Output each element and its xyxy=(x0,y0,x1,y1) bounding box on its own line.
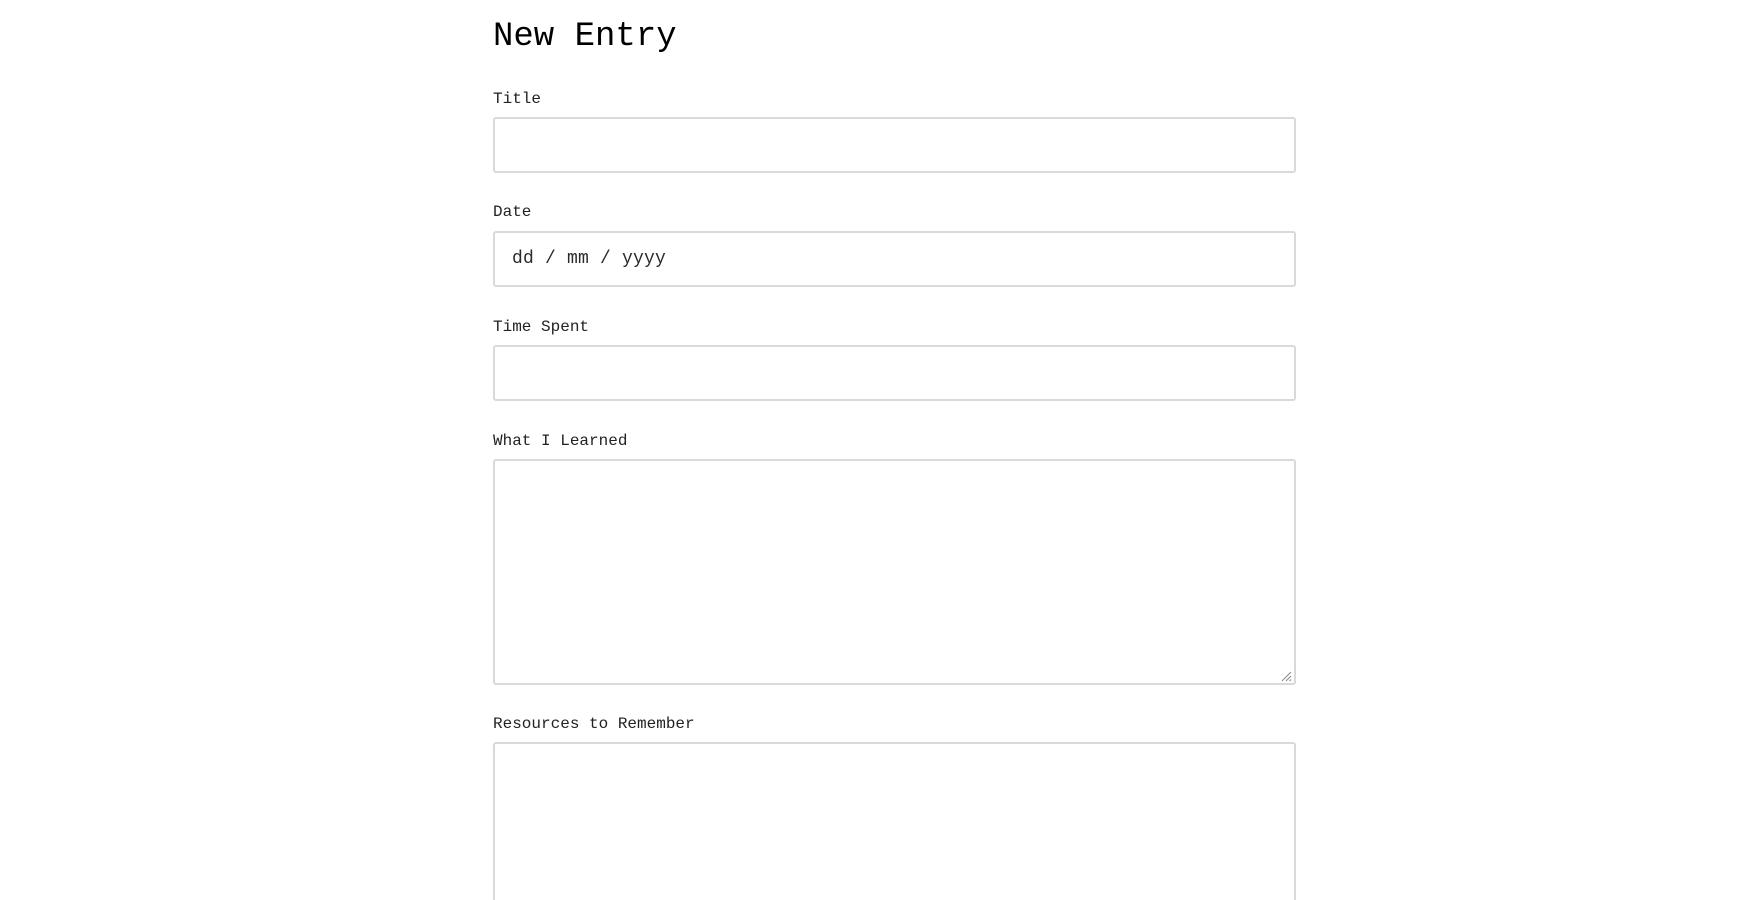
time-spent-input[interactable] xyxy=(493,345,1296,401)
resize-grip-icon[interactable] xyxy=(1280,669,1292,681)
date-label: Date xyxy=(493,203,532,221)
date-placeholder: dd / mm / yyyy xyxy=(512,249,667,269)
title-input[interactable] xyxy=(493,117,1296,173)
resources-label: Resources to Remember xyxy=(493,715,695,733)
what-learned-label: What I Learned xyxy=(493,432,628,450)
what-learned-textarea[interactable] xyxy=(493,459,1296,685)
date-input[interactable] xyxy=(493,231,1296,287)
resources-textarea[interactable] xyxy=(493,742,1296,900)
title-label: Title xyxy=(493,90,542,108)
page-title: New Entry xyxy=(493,18,677,56)
time-spent-label: Time Spent xyxy=(493,318,590,336)
